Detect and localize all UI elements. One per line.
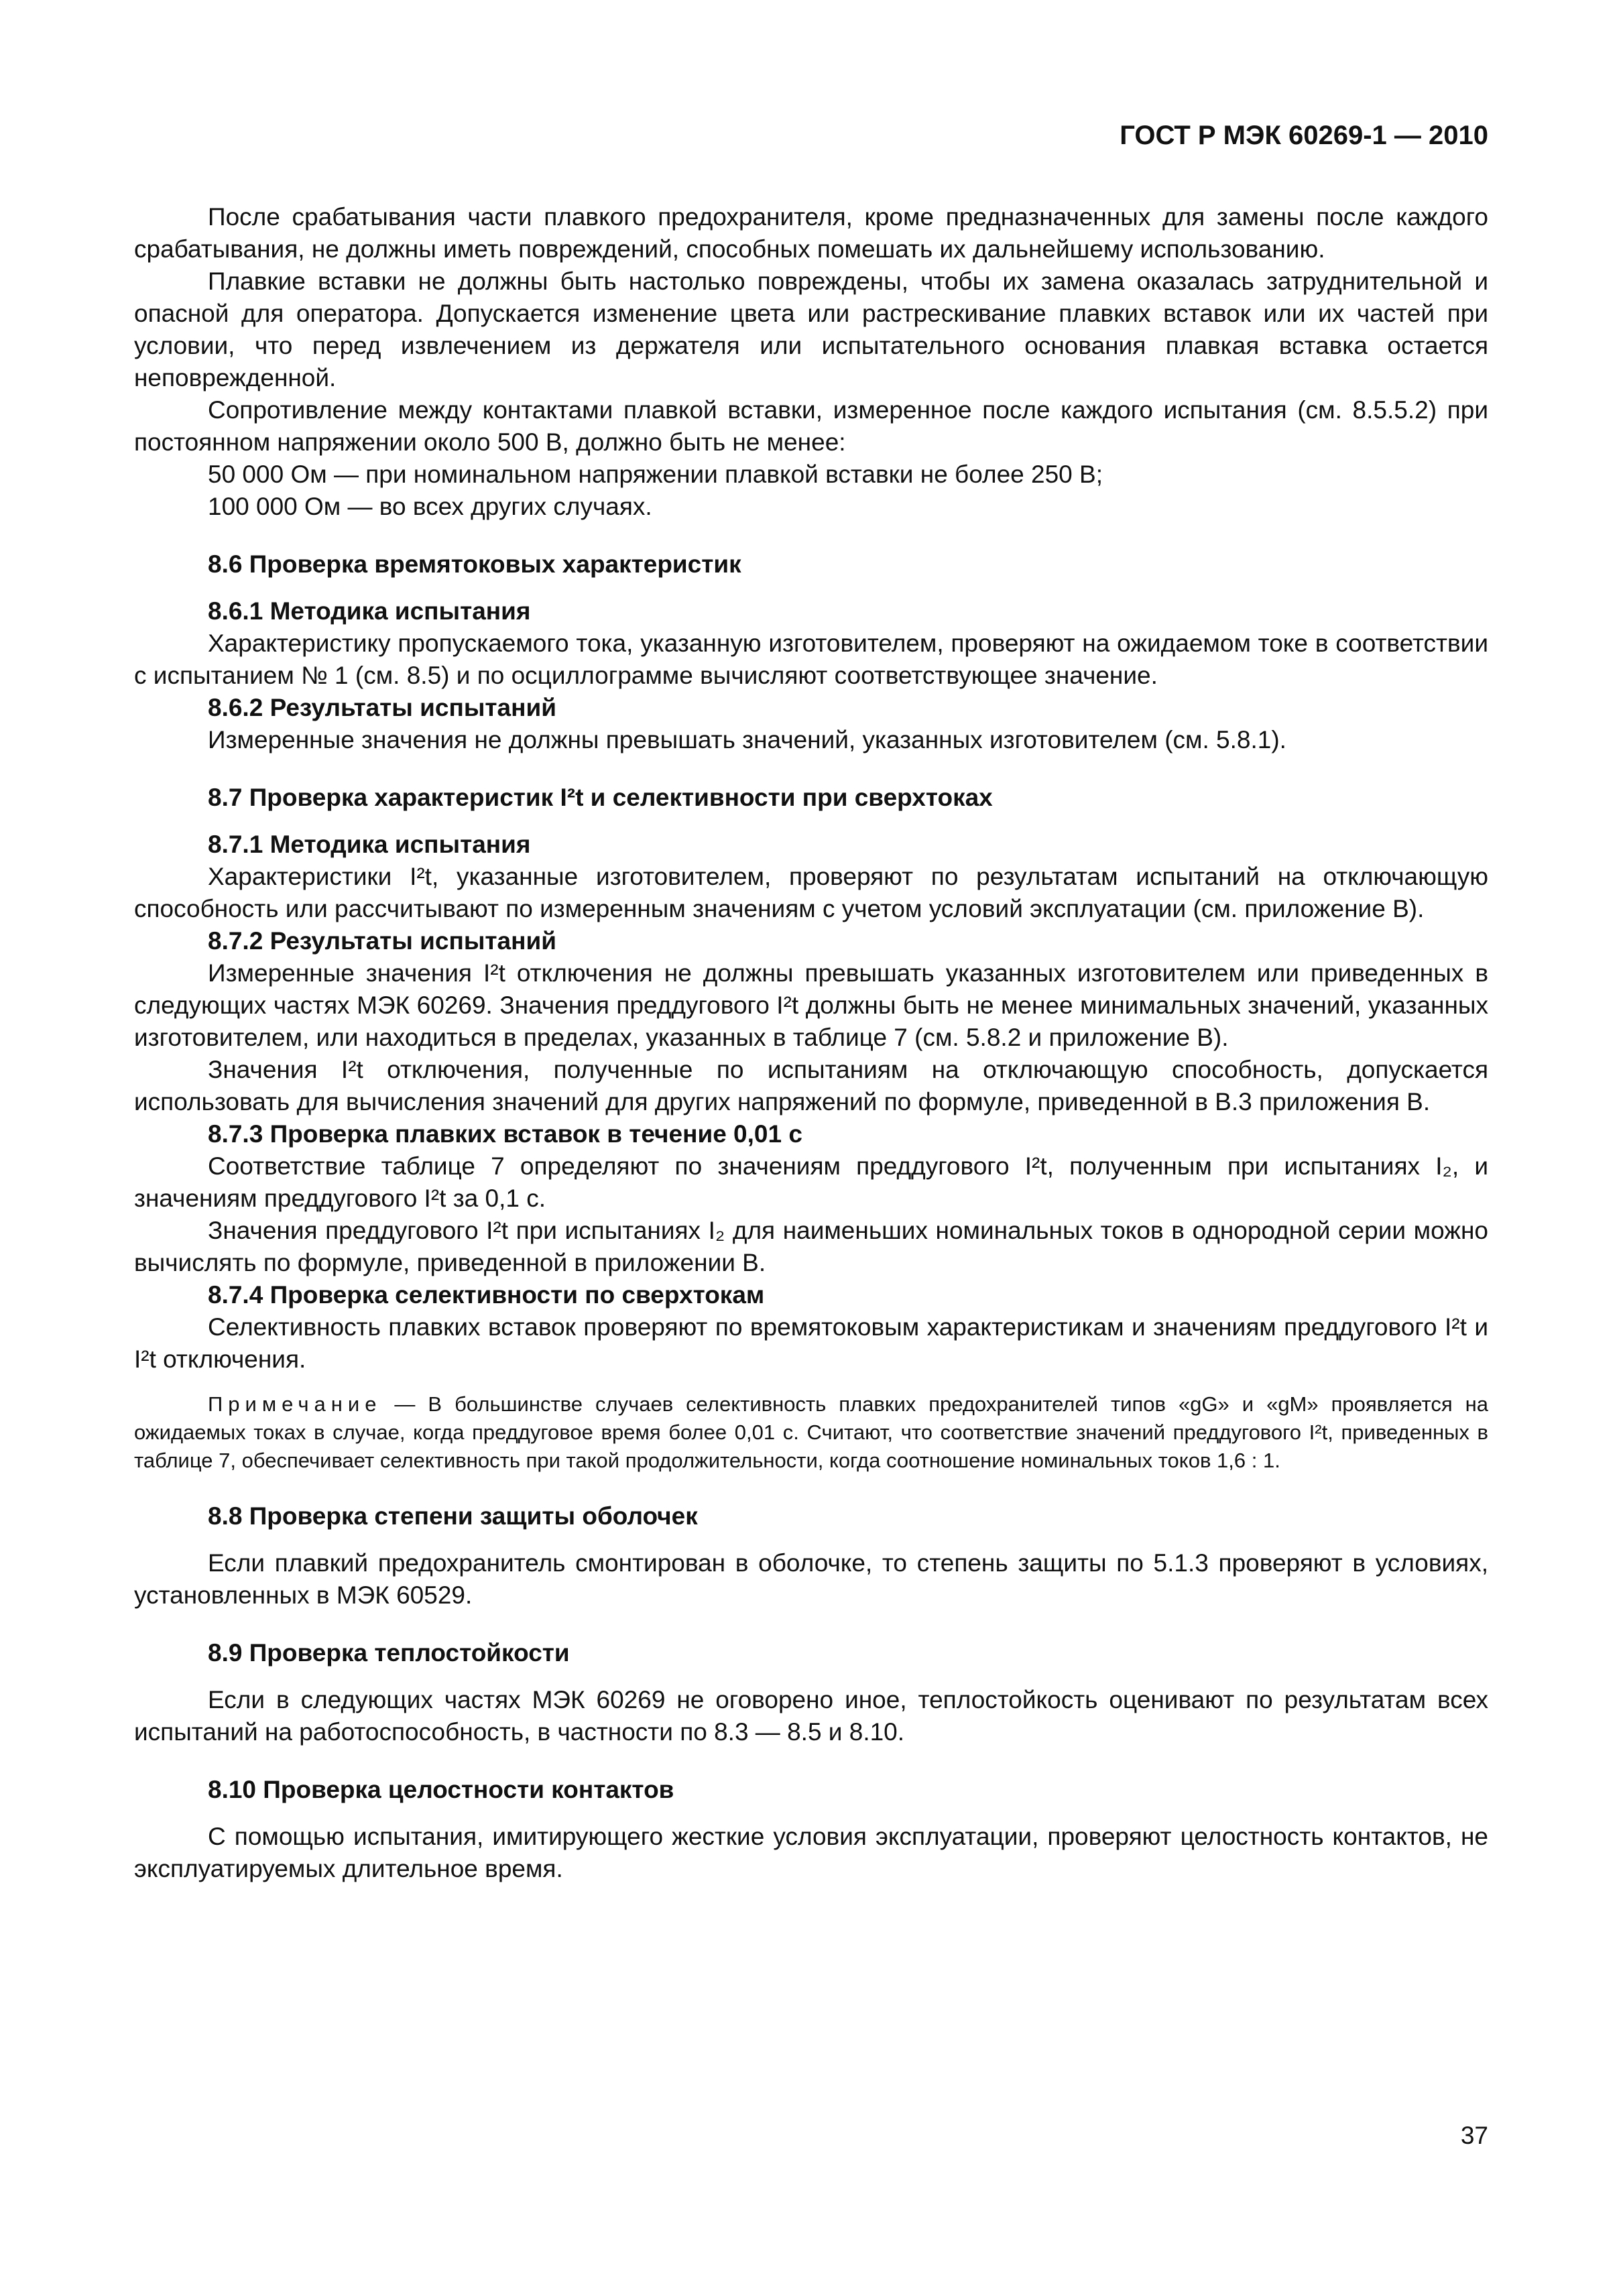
section-heading-8-8: 8.8 Проверка степени защиты оболочек <box>208 1502 698 1530</box>
note-lead: Примечание <box>208 1392 382 1416</box>
section-heading-8-7: 8.7 Проверка характеристик I²t и селективности при сверхтоках <box>208 784 993 811</box>
subsection-heading-8-7-3: 8.7.3 Проверка плавких вставок в течение 0,01 с <box>208 1120 802 1148</box>
section-heading-8-9: 8.9 Проверка теплостойкости <box>208 1639 570 1667</box>
paragraph: Характеристики I²t, указанные изготовителем, проверяют по результатам испытаний на отключающую способность или рассчитывают по измеренным значениям с учетом условий эксплуатации (см. приложение В). <box>134 863 1488 922</box>
document-page <box>134 0 1488 2296</box>
paragraph: Значения I²t отключения, полученные по испытаниям на отключающую способность, допускается использовать для вычисления значений для других напряжений по формуле, приведенной в В.3 приложения В. <box>134 1056 1488 1115</box>
paragraph: Характеристику пропускаемого тока, указанную изготовителем, проверяют на ожидаемом токе в соответствии с испытанием № 1 (см. 8.5) и по осциллограмме вычисляют соответствующее значение. <box>134 629 1488 689</box>
document-body <box>134 201 1488 1885</box>
subsection-heading-8-6-2: 8.6.2 Результаты испытаний <box>208 694 556 721</box>
section-heading-8-10: 8.10 Проверка целостности контактов <box>208 1776 674 1803</box>
paragraph: Измеренные значения не должны превышать значений, указанных изготовителем (см. 5.8.1). <box>208 726 1286 753</box>
paragraph: Если в следующих частях МЭК 60269 не оговорено иное, теплостойкость оценивают по результатам всех испытаний на работоспособность, в частности по 8.3 — 8.5 и 8.10. <box>134 1686 1488 1746</box>
paragraph: Сопротивление между контактами плавкой вставки, измеренное после каждого испытания (см. 8.5.5.2) при постоянном напряжении около 500 В, должно быть не менее: <box>134 396 1488 456</box>
page-number: 37 <box>1460 2122 1488 2149</box>
subsection-heading-8-7-2: 8.7.2 Результаты испытаний <box>208 927 556 955</box>
subsection-heading-8-7-4: 8.7.4 Проверка селективности по сверхтокам <box>208 1281 765 1309</box>
paragraph: Плавкие вставки не должны быть настолько повреждены, чтобы их замена оказалась затруднительной и опасной для оператора. Допускается изменение цвета или растрескивание плавких вставок или их частей при условии, что перед извлечением из держателя или испытательного основания плавкая вставка остается неповрежденной. <box>134 267 1488 391</box>
subsection-heading-8-6-1: 8.6.1 Методика испытания <box>208 597 531 625</box>
paragraph: После срабатывания части плавкого предохранителя, кроме предназначенных для замены после каждого срабатывания, не должны иметь повреждений, способных помешать их дальнейшему использованию. <box>134 203 1488 263</box>
paragraph: 100 000 Ом — во всех других случаях. <box>208 493 652 520</box>
paragraph: Значения преддугового I²t при испытаниях I₂ для наименьших номинальных токов в однородной серии можно вычислять по формуле, приведенной в приложении В. <box>134 1217 1488 1276</box>
paragraph: С помощью испытания, имитирующего жесткие условия эксплуатации, проверяют целостность контактов, не эксплуатируемых длительное время. <box>134 1823 1488 1882</box>
subsection-heading-8-7-1: 8.7.1 Методика испытания <box>208 831 531 858</box>
paragraph: 50 000 Ом — при номинальном напряжении плавкой вставки не более 250 В; <box>208 461 1103 488</box>
note <box>134 1390 1488 1475</box>
section-heading-8-6: 8.6 Проверка времятоковых характеристик <box>208 550 741 578</box>
paragraph: Соответствие таблице 7 определяют по значениям преддугового I²t, полученным при испытаниях I₂, и значениям преддугового I²t за 0,1 с. <box>134 1152 1488 1212</box>
paragraph: Измеренные значения I²t отключения не должны превышать указанных изготовителем или приведенных в следующих частях МЭК 60269. Значения преддугового I²t должны быть не менее минимальных значений, указанных изготовителем, или находиться в пределах, указанных в таблице 7 (см. 5.8.2 и приложение В). <box>134 959 1488 1051</box>
note-text: — В большинстве случаев селективность плавких предохранителей типов «gG» и «gM» проявляется на ожидаемых токах в случае, когда преддуговое время более 0,01 с. Считают, что соответствие значений преддугового I²t, приведенных в таблице 7, обеспечивает селективность при такой продолжительности, когда соотношение номинальных токов 1,6 : 1. <box>134 1392 1488 1472</box>
paragraph: Селективность плавких вставок проверяют по времятоковым характеристикам и значениям преддугового I²t и I²t отключения. <box>134 1313 1488 1373</box>
document-header-id: ГОСТ Р МЭК 60269-1 — 2010 <box>1120 121 1488 150</box>
paragraph: Если плавкий предохранитель смонтирован в оболочке, то степень защиты по 5.1.3 проверяют в условиях, установленных в МЭК 60529. <box>134 1549 1488 1609</box>
